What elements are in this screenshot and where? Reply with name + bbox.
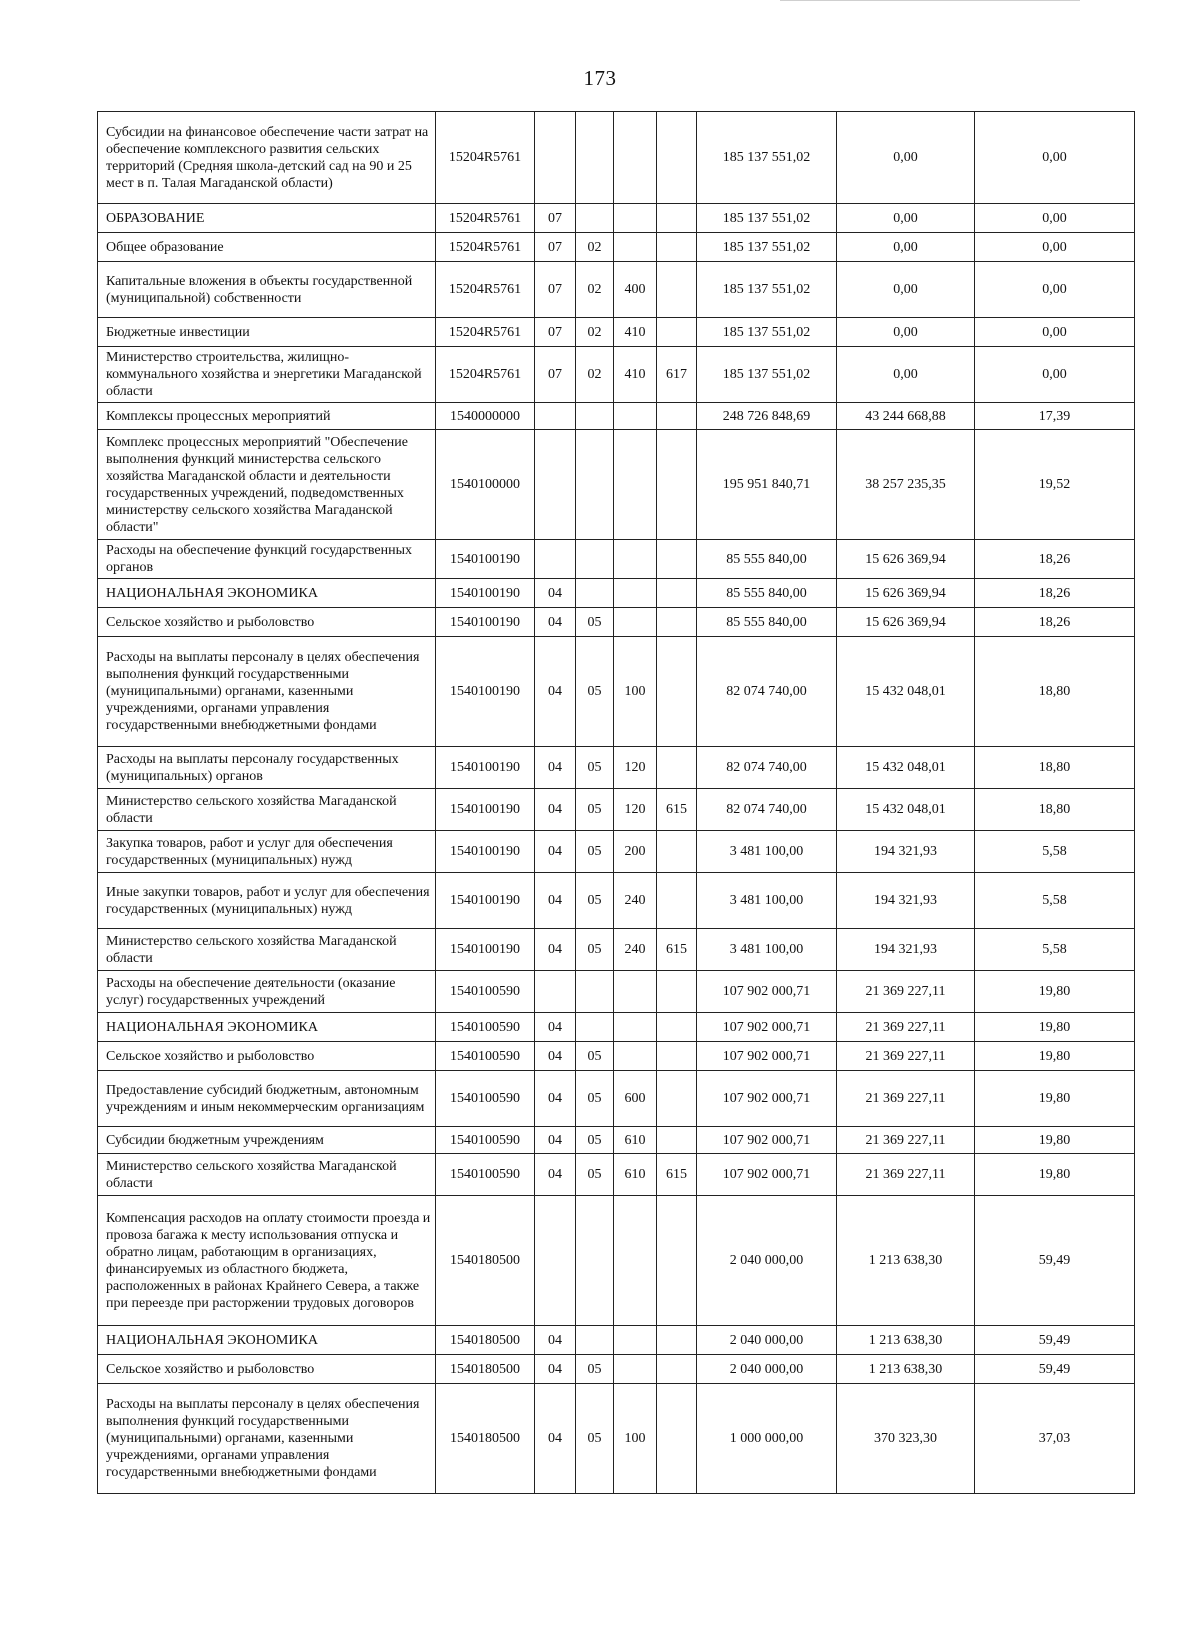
- ministry-code: [657, 318, 697, 347]
- table-row: [98, 204, 1135, 233]
- section-code: 07: [535, 204, 576, 233]
- row-name: Субсидии на финансовое обеспечение части затрат на обеспечение комплексного развития сельских территорий (Средняя школа-детский сад на 90 и 25 мест в п. Талая Магаданской области): [98, 112, 436, 204]
- ministry-code: 615: [657, 789, 697, 831]
- ministry-code: 615: [657, 1154, 697, 1196]
- subsection-code: 05: [576, 1154, 614, 1196]
- row-name: Министерство сельского хозяйства Магаданской области: [98, 789, 436, 831]
- plan-amount: 185 137 551,02: [697, 112, 837, 204]
- table-body: [98, 112, 1135, 1494]
- expense-type-code: 400: [614, 262, 657, 318]
- plan-amount: 185 137 551,02: [697, 262, 837, 318]
- table-row: [98, 1154, 1135, 1196]
- section-code: 04: [535, 1355, 576, 1384]
- subsection-code: [576, 112, 614, 204]
- target-article-code: 1540100190: [436, 608, 535, 637]
- subsection-code: 05: [576, 929, 614, 971]
- execution-percent: 17,39: [975, 403, 1135, 430]
- execution-percent: 19,52: [975, 430, 1135, 540]
- row-name: Иные закупки товаров, работ и услуг для обеспечения государственных (муниципальных) нужд: [98, 873, 436, 929]
- expense-type-code: 600: [614, 1071, 657, 1127]
- plan-amount: 82 074 740,00: [697, 747, 837, 789]
- fact-amount: 0,00: [837, 233, 975, 262]
- section-code: 04: [535, 1154, 576, 1196]
- expense-type-code: [614, 1326, 657, 1355]
- table-row: [98, 789, 1135, 831]
- table-row: [98, 318, 1135, 347]
- expense-type-code: 240: [614, 929, 657, 971]
- fact-amount: 1 213 638,30: [837, 1326, 975, 1355]
- execution-percent: 18,80: [975, 747, 1135, 789]
- row-name: Бюджетные инвестиции: [98, 318, 436, 347]
- plan-amount: 82 074 740,00: [697, 637, 837, 747]
- subsection-code: [576, 579, 614, 608]
- section-code: 04: [535, 608, 576, 637]
- subsection-code: [576, 403, 614, 430]
- expense-type-code: 410: [614, 318, 657, 347]
- target-article-code: 1540180500: [436, 1355, 535, 1384]
- ministry-code: [657, 1127, 697, 1154]
- fact-amount: 1 213 638,30: [837, 1196, 975, 1326]
- ministry-code: [657, 1042, 697, 1071]
- subsection-code: 02: [576, 318, 614, 347]
- expense-type-code: [614, 971, 657, 1013]
- section-code: 04: [535, 637, 576, 747]
- ministry-code: [657, 831, 697, 873]
- subsection-code: 02: [576, 347, 614, 403]
- row-name: Общее образование: [98, 233, 436, 262]
- row-name: НАЦИОНАЛЬНАЯ ЭКОНОМИКА: [98, 1013, 436, 1042]
- fact-amount: 38 257 235,35: [837, 430, 975, 540]
- section-code: [535, 403, 576, 430]
- table-row: [98, 929, 1135, 971]
- row-name: Капитальные вложения в объекты государственной (муниципальной) собственности: [98, 262, 436, 318]
- section-code: [535, 1196, 576, 1326]
- plan-amount: 1 000 000,00: [697, 1384, 837, 1494]
- expense-type-code: 100: [614, 1384, 657, 1494]
- subsection-code: [576, 971, 614, 1013]
- plan-amount: 85 555 840,00: [697, 608, 837, 637]
- execution-percent: 19,80: [975, 1042, 1135, 1071]
- plan-amount: 3 481 100,00: [697, 873, 837, 929]
- table-row: [98, 1355, 1135, 1384]
- row-name: ОБРАЗОВАНИЕ: [98, 204, 436, 233]
- expense-type-code: [614, 1196, 657, 1326]
- expense-type-code: [614, 233, 657, 262]
- expense-type-code: [614, 1042, 657, 1071]
- plan-amount: 82 074 740,00: [697, 789, 837, 831]
- execution-percent: 18,26: [975, 579, 1135, 608]
- execution-percent: 59,49: [975, 1326, 1135, 1355]
- expense-type-code: [614, 608, 657, 637]
- execution-percent: 19,80: [975, 1154, 1135, 1196]
- row-name: Сельское хозяйство и рыболовство: [98, 1042, 436, 1071]
- execution-percent: 0,00: [975, 204, 1135, 233]
- table-row: [98, 1127, 1135, 1154]
- row-name: Министерство сельского хозяйства Магаданской области: [98, 1154, 436, 1196]
- target-article-code: 1540100590: [436, 1042, 535, 1071]
- fact-amount: 21 369 227,11: [837, 1042, 975, 1071]
- plan-amount: 185 137 551,02: [697, 347, 837, 403]
- subsection-code: 05: [576, 789, 614, 831]
- target-article-code: 1540100190: [436, 831, 535, 873]
- plan-amount: 185 137 551,02: [697, 204, 837, 233]
- table-row: [98, 747, 1135, 789]
- table-row: [98, 430, 1135, 540]
- section-code: 04: [535, 789, 576, 831]
- row-name: Компенсация расходов на оплату стоимости проезда и провоза багажа к месту использования отпуска и обратно лицам, работающим в организациях, финансируемых из областного бюджета, расположенных в районах Крайнего Севера, а также при переезде при расторжении трудовых договоров: [98, 1196, 436, 1326]
- scan-edge-mark: [780, 0, 1080, 2]
- ministry-code: [657, 873, 697, 929]
- expense-type-code: [614, 579, 657, 608]
- expense-type-code: [614, 540, 657, 579]
- row-name: Министерство сельского хозяйства Магаданской области: [98, 929, 436, 971]
- table-row: [98, 1042, 1135, 1071]
- target-article-code: 1540000000: [436, 403, 535, 430]
- target-article-code: 1540100190: [436, 873, 535, 929]
- table-row: [98, 608, 1135, 637]
- ministry-code: [657, 262, 697, 318]
- expense-type-code: [614, 1355, 657, 1384]
- expense-type-code: 120: [614, 747, 657, 789]
- subsection-code: [576, 1196, 614, 1326]
- row-name: Расходы на обеспечение деятельности (оказание услуг) государственных учреждений: [98, 971, 436, 1013]
- fact-amount: 0,00: [837, 204, 975, 233]
- execution-percent: 18,80: [975, 789, 1135, 831]
- subsection-code: 05: [576, 1127, 614, 1154]
- ministry-code: [657, 430, 697, 540]
- ministry-code: [657, 233, 697, 262]
- row-name: Комплексы процессных мероприятий: [98, 403, 436, 430]
- section-code: [535, 971, 576, 1013]
- table-row: [98, 873, 1135, 929]
- fact-amount: 0,00: [837, 318, 975, 347]
- row-name: Субсидии бюджетным учреждениям: [98, 1127, 436, 1154]
- fact-amount: 21 369 227,11: [837, 971, 975, 1013]
- ministry-code: [657, 579, 697, 608]
- target-article-code: 15204R5761: [436, 112, 535, 204]
- subsection-code: 05: [576, 1355, 614, 1384]
- fact-amount: 21 369 227,11: [837, 1127, 975, 1154]
- table-row: [98, 262, 1135, 318]
- execution-percent: 18,26: [975, 540, 1135, 579]
- plan-amount: 195 951 840,71: [697, 430, 837, 540]
- expense-type-code: [614, 112, 657, 204]
- row-name: Расходы на выплаты персоналу в целях обеспечения выполнения функций государственными (муниципальными) органами, казенными учреждениями, органами управления государственными внебюджетными фондами: [98, 637, 436, 747]
- fact-amount: 15 432 048,01: [837, 637, 975, 747]
- subsection-code: [576, 540, 614, 579]
- table-row: [98, 831, 1135, 873]
- section-code: 04: [535, 1042, 576, 1071]
- expense-type-code: [614, 403, 657, 430]
- section-code: 04: [535, 831, 576, 873]
- table-row: [98, 637, 1135, 747]
- execution-percent: 0,00: [975, 112, 1135, 204]
- target-article-code: 1540180500: [436, 1196, 535, 1326]
- section-code: 07: [535, 233, 576, 262]
- ministry-code: [657, 971, 697, 1013]
- ministry-code: [657, 204, 697, 233]
- fact-amount: 21 369 227,11: [837, 1154, 975, 1196]
- target-article-code: 1540100190: [436, 789, 535, 831]
- fact-amount: 15 432 048,01: [837, 747, 975, 789]
- table-row: [98, 233, 1135, 262]
- target-article-code: 15204R5761: [436, 262, 535, 318]
- section-code: 04: [535, 1326, 576, 1355]
- plan-amount: 185 137 551,02: [697, 233, 837, 262]
- section-code: [535, 112, 576, 204]
- row-name: НАЦИОНАЛЬНАЯ ЭКОНОМИКА: [98, 1326, 436, 1355]
- section-code: [535, 430, 576, 540]
- target-article-code: 1540100190: [436, 929, 535, 971]
- plan-amount: 107 902 000,71: [697, 1013, 837, 1042]
- execution-percent: 5,58: [975, 873, 1135, 929]
- ministry-code: [657, 1355, 697, 1384]
- execution-percent: 0,00: [975, 318, 1135, 347]
- expense-type-code: 610: [614, 1127, 657, 1154]
- plan-amount: 2 040 000,00: [697, 1355, 837, 1384]
- fact-amount: 21 369 227,11: [837, 1071, 975, 1127]
- expense-type-code: 610: [614, 1154, 657, 1196]
- table-row: [98, 1013, 1135, 1042]
- plan-amount: 185 137 551,02: [697, 318, 837, 347]
- ministry-code: [657, 1326, 697, 1355]
- subsection-code: [576, 1326, 614, 1355]
- expense-type-code: [614, 204, 657, 233]
- execution-percent: 19,80: [975, 1013, 1135, 1042]
- table-row: [98, 403, 1135, 430]
- execution-percent: 19,80: [975, 1127, 1135, 1154]
- table-row: [98, 1326, 1135, 1355]
- subsection-code: [576, 430, 614, 540]
- table-row: [98, 347, 1135, 403]
- fact-amount: 15 626 369,94: [837, 540, 975, 579]
- plan-amount: 2 040 000,00: [697, 1196, 837, 1326]
- ministry-code: [657, 1384, 697, 1494]
- row-name: Комплекс процессных мероприятий "Обеспечение выполнения функций министерства сельского хозяйства Магаданской области и деятельности государственных учреждений, подведомственных министерству сельского хозяйства Магаданской области": [98, 430, 436, 540]
- execution-percent: 59,49: [975, 1355, 1135, 1384]
- target-article-code: 1540100190: [436, 540, 535, 579]
- section-code: 07: [535, 318, 576, 347]
- target-article-code: 1540100590: [436, 1071, 535, 1127]
- target-article-code: 15204R5761: [436, 347, 535, 403]
- ministry-code: [657, 540, 697, 579]
- plan-amount: 107 902 000,71: [697, 1071, 837, 1127]
- section-code: 07: [535, 347, 576, 403]
- budget-table: [97, 111, 1135, 1494]
- section-code: 04: [535, 1013, 576, 1042]
- ministry-code: [657, 747, 697, 789]
- table-row: [98, 1384, 1135, 1494]
- execution-percent: 18,26: [975, 608, 1135, 637]
- row-name: Сельское хозяйство и рыболовство: [98, 608, 436, 637]
- target-article-code: 1540100000: [436, 430, 535, 540]
- row-name: Расходы на обеспечение функций государственных органов: [98, 540, 436, 579]
- fact-amount: 0,00: [837, 262, 975, 318]
- ministry-code: [657, 112, 697, 204]
- section-code: 04: [535, 747, 576, 789]
- ministry-code: 617: [657, 347, 697, 403]
- section-code: 04: [535, 929, 576, 971]
- target-article-code: 1540100190: [436, 637, 535, 747]
- row-name: Сельское хозяйство и рыболовство: [98, 1355, 436, 1384]
- subsection-code: [576, 204, 614, 233]
- expense-type-code: 410: [614, 347, 657, 403]
- ministry-code: [657, 637, 697, 747]
- target-article-code: 1540100190: [436, 747, 535, 789]
- target-article-code: 1540100590: [436, 1013, 535, 1042]
- fact-amount: 370 323,30: [837, 1384, 975, 1494]
- row-name: Министерство строительства, жилищно-коммунального хозяйства и энергетики Магаданской области: [98, 347, 436, 403]
- subsection-code: 05: [576, 831, 614, 873]
- subsection-code: 05: [576, 637, 614, 747]
- target-article-code: 15204R5761: [436, 233, 535, 262]
- fact-amount: 0,00: [837, 112, 975, 204]
- row-name: Расходы на выплаты персоналу в целях обеспечения выполнения функций государственными (муниципальными) органами, казенными учреждениями, органами управления государственными внебюджетными фондами: [98, 1384, 436, 1494]
- plan-amount: 107 902 000,71: [697, 1042, 837, 1071]
- fact-amount: 15 626 369,94: [837, 608, 975, 637]
- expense-type-code: 240: [614, 873, 657, 929]
- table-row: [98, 579, 1135, 608]
- execution-percent: 59,49: [975, 1196, 1135, 1326]
- section-code: 04: [535, 873, 576, 929]
- plan-amount: 107 902 000,71: [697, 1127, 837, 1154]
- fact-amount: 15 432 048,01: [837, 789, 975, 831]
- ministry-code: [657, 1071, 697, 1127]
- target-article-code: 1540180500: [436, 1384, 535, 1494]
- section-code: 07: [535, 262, 576, 318]
- subsection-code: 02: [576, 262, 614, 318]
- table-row: [98, 112, 1135, 204]
- ministry-code: [657, 1196, 697, 1326]
- page-number: 173: [583, 66, 617, 90]
- expense-type-code: 200: [614, 831, 657, 873]
- subsection-code: 05: [576, 1384, 614, 1494]
- execution-percent: 5,58: [975, 929, 1135, 971]
- subsection-code: 05: [576, 1071, 614, 1127]
- execution-percent: 0,00: [975, 347, 1135, 403]
- execution-percent: 37,03: [975, 1384, 1135, 1494]
- fact-amount: 194 321,93: [837, 929, 975, 971]
- plan-amount: 107 902 000,71: [697, 1154, 837, 1196]
- fact-amount: 21 369 227,11: [837, 1013, 975, 1042]
- table-row: [98, 971, 1135, 1013]
- row-name: Предоставление субсидий бюджетным, автономным учреждениям и иным некоммерческим организациям: [98, 1071, 436, 1127]
- subsection-code: 05: [576, 608, 614, 637]
- subsection-code: 02: [576, 233, 614, 262]
- target-article-code: 1540100590: [436, 971, 535, 1013]
- ministry-code: [657, 608, 697, 637]
- execution-percent: 5,58: [975, 831, 1135, 873]
- fact-amount: 1 213 638,30: [837, 1355, 975, 1384]
- subsection-code: [576, 1013, 614, 1042]
- subsection-code: 05: [576, 1042, 614, 1071]
- target-article-code: 1540100590: [436, 1127, 535, 1154]
- row-name: Закупка товаров, работ и услуг для обеспечения государственных (муниципальных) нужд: [98, 831, 436, 873]
- section-code: 04: [535, 1384, 576, 1494]
- execution-percent: 0,00: [975, 262, 1135, 318]
- fact-amount: 194 321,93: [837, 831, 975, 873]
- plan-amount: 3 481 100,00: [697, 831, 837, 873]
- subsection-code: 05: [576, 747, 614, 789]
- ministry-code: [657, 1013, 697, 1042]
- expense-type-code: [614, 430, 657, 540]
- section-code: 04: [535, 579, 576, 608]
- target-article-code: 15204R5761: [436, 318, 535, 347]
- target-article-code: 1540180500: [436, 1326, 535, 1355]
- expense-type-code: 100: [614, 637, 657, 747]
- fact-amount: 43 244 668,88: [837, 403, 975, 430]
- ministry-code: [657, 403, 697, 430]
- table-row: [98, 1196, 1135, 1326]
- execution-percent: 0,00: [975, 233, 1135, 262]
- target-article-code: 15204R5761: [436, 204, 535, 233]
- fact-amount: 15 626 369,94: [837, 579, 975, 608]
- expense-type-code: [614, 1013, 657, 1042]
- row-name: НАЦИОНАЛЬНАЯ ЭКОНОМИКА: [98, 579, 436, 608]
- table-row: [98, 540, 1135, 579]
- subsection-code: 05: [576, 873, 614, 929]
- section-code: 04: [535, 1071, 576, 1127]
- plan-amount: 3 481 100,00: [697, 929, 837, 971]
- fact-amount: 194 321,93: [837, 873, 975, 929]
- plan-amount: 107 902 000,71: [697, 971, 837, 1013]
- execution-percent: 19,80: [975, 971, 1135, 1013]
- section-code: [535, 540, 576, 579]
- row-name: Расходы на выплаты персоналу государственных (муниципальных) органов: [98, 747, 436, 789]
- target-article-code: 1540100190: [436, 579, 535, 608]
- plan-amount: 2 040 000,00: [697, 1326, 837, 1355]
- execution-percent: 18,80: [975, 637, 1135, 747]
- plan-amount: 85 555 840,00: [697, 579, 837, 608]
- table-row: [98, 1071, 1135, 1127]
- execution-percent: 19,80: [975, 1071, 1135, 1127]
- fact-amount: 0,00: [837, 347, 975, 403]
- plan-amount: 85 555 840,00: [697, 540, 837, 579]
- ministry-code: 615: [657, 929, 697, 971]
- target-article-code: 1540100590: [436, 1154, 535, 1196]
- plan-amount: 248 726 848,69: [697, 403, 837, 430]
- section-code: 04: [535, 1127, 576, 1154]
- expense-type-code: 120: [614, 789, 657, 831]
